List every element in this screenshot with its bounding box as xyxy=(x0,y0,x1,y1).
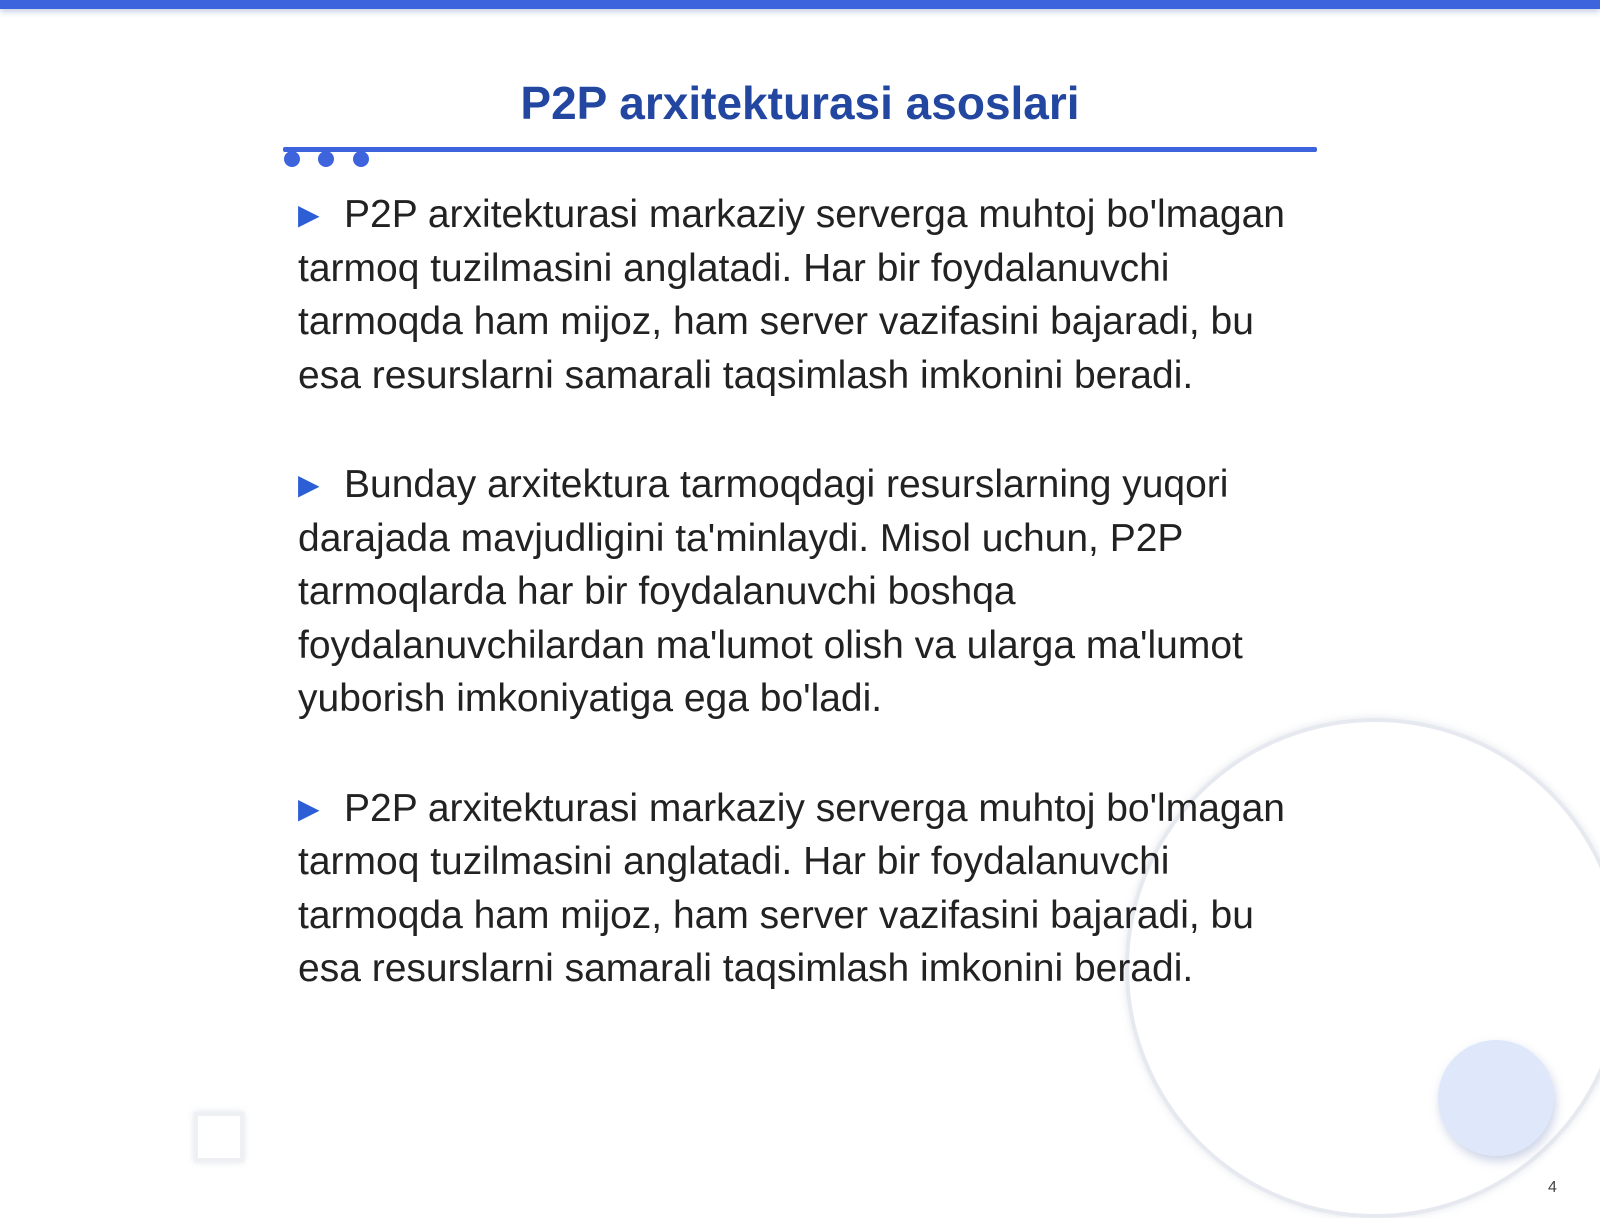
page-number: 4 xyxy=(1548,1179,1557,1196)
bullet-triangle-icon: ▶ xyxy=(298,469,320,500)
bullet-text: P2P arxitekturasi markaziy serverga muhtoj bo'lmagan tarmoq tuzilmasini anglatadi. Har bir foydalanuvchi tarmoqda ham mijoz, ham server vazifasini bajaradi, bu esa resurslarni samarali taqsimlash imkonini beradi. xyxy=(298,193,1285,397)
decorative-square xyxy=(194,1112,244,1162)
underline-dot xyxy=(318,151,334,167)
bullet-item xyxy=(298,458,1308,726)
decorative-circle xyxy=(1438,1040,1554,1156)
bullet-list xyxy=(298,188,1308,1052)
title-underline xyxy=(283,147,1317,152)
underline-dot xyxy=(353,151,369,167)
bullet-text: P2P arxitekturasi markaziy serverga muhtoj bo'lmagan tarmoq tuzilmasini anglatadi. Har bir foydalanuvchi tarmoqda ham mijoz, ham server vazifasini bajaradi, bu esa resurslarni samarali taqsimlash imkonini beradi. xyxy=(298,786,1285,990)
bullet-triangle-icon: ▶ xyxy=(298,792,320,824)
bullet-triangle-icon: ▶ xyxy=(298,199,320,230)
bullet-text: Bunday arxitektura tarmoqdagi resurslarning yuqori darajada mavjudligini ta'minlaydi. Misol uchun, P2P tarmoqlarda har bir foydalanuvchi boshqa foydalanuvchilardan ma'lumot olish va ularga ma'lumot yuborish imkoniyatiga ega bo'ladi. xyxy=(298,463,1243,720)
underline-dot xyxy=(284,151,300,167)
bullet-item xyxy=(298,188,1308,402)
top-accent-bar xyxy=(0,0,1600,9)
bullet-item xyxy=(298,782,1308,996)
slide-title: P2P arxitekturasi asoslari xyxy=(520,77,1080,129)
